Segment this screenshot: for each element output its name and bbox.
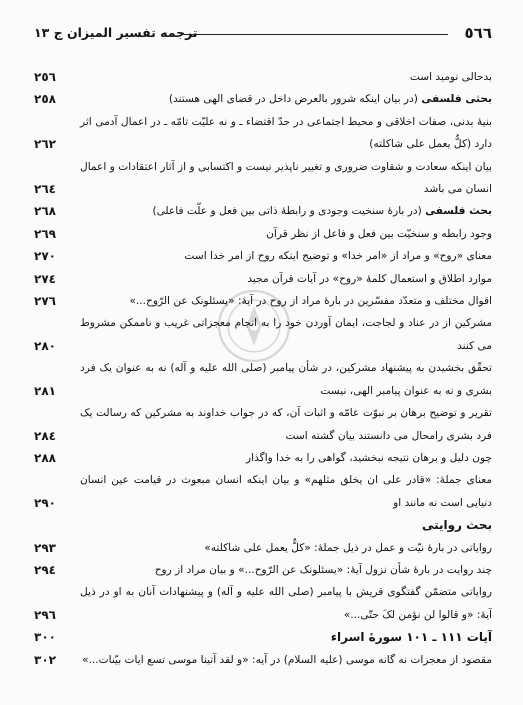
entry-text: اقوال مختلف و متعدّد مفسّرین در بارهٔ مراد از روح در آیهٔ: «یسئلونک عن الرّوح...» (129, 295, 492, 308)
entry-text (34, 200, 492, 222)
entry-text: مقصود از معجزات نه گانه موسی (علیه السلام) در آیه: «و لقد آتینا موسی تسع ایات بیّنات...» (82, 653, 492, 666)
entry-page-number: ٢٩٣ (34, 540, 56, 555)
entry-text: وجود رابطه و سنخیّت بین فعل و فاعل از نظر قرآن (266, 227, 492, 240)
toc-entry (34, 88, 492, 110)
entry-page-number: ٢٦٨ (34, 204, 56, 219)
toc-entry (34, 581, 492, 626)
entry-text: چون دلیل و برهان نتیجه نبخشید، گواهی را به خدا واگذار (246, 451, 492, 464)
entry-page-number: ٢٦٤ (34, 182, 56, 197)
page-header (34, 24, 492, 46)
entry-text: چند روایت در بارهٔ شأن نزول آیهٔ: «یسئلونک عن الرّوح...» و بیان مراد از روح (154, 563, 492, 576)
entry-page-number: ٢٨٠ (34, 338, 56, 353)
entry-page-number: ٢٨٤ (34, 428, 56, 443)
entry-text: آیات ١١١ ـ ١٠١ سورهٔ اسراء (330, 630, 492, 645)
running-title: ترجمه تفسیر المیزان ج ١٣ (34, 25, 198, 40)
toc-entry (34, 66, 492, 88)
entry-text: بدحالی نومید است (409, 71, 492, 83)
entry-page-number: ٢٩٦ (34, 607, 56, 622)
toc-entry (34, 357, 492, 402)
toc-entry (34, 290, 492, 312)
entry-text: روایاتی متضمّن گفتگوی قریش با پیامبر (صلی الله علیه و آله) و پیشنهادات آنان به او در ذیل آیهٔ: «و قالوا لن نؤمن لکَ حتّی...» (80, 586, 492, 621)
toc-entry (34, 559, 492, 581)
entry-lead: بحث فلسفی (425, 205, 492, 218)
entry-text: بحث روایتی (421, 518, 492, 533)
entry-page-number: ٢٥٦ (34, 70, 56, 84)
toc-entry (34, 111, 492, 156)
entry-text: روایاتی در بارهٔ نیّت و عمل در ذیل جملهٔ: «کلٌّ یعمل علی شاکلته» (204, 541, 492, 554)
entry-text: معنای «روح» و مراد از «امر خدا» و توضیح اینکه روح از امر خدا است (184, 250, 492, 263)
entry-lead: بحثی فلسفی (421, 93, 492, 106)
toc-entry (34, 402, 492, 447)
toc-entry (34, 268, 492, 290)
toc-entry (34, 245, 492, 267)
page-number: ٥٦٦ (464, 24, 492, 42)
entry-page-number: ٢٦٢ (34, 137, 56, 152)
entry-text: تقریر و توضیح برهان بر نبوّت عامّه و اثبات آن، که در جواب خداوند به مشرکین که رسالت یک فرد بشری رامحال می دانستند بیان گشته است (80, 407, 492, 442)
entry-text (34, 88, 492, 110)
entry-page-number: ٢٩٠ (34, 495, 56, 510)
section-heading (34, 626, 492, 648)
toc-entry (34, 447, 492, 469)
header-rule (184, 34, 448, 35)
section-heading (34, 514, 492, 536)
toc-entry (34, 200, 492, 222)
entry-page-number: ٢٦٩ (34, 226, 56, 241)
toc-entry (34, 312, 492, 357)
entry-page-number: ٢٩٤ (34, 562, 56, 577)
entry-rest: (در بیان اینکه شرور بالعرض داخل در قضای الهی هستند) (168, 93, 422, 106)
entry-text: موارد اطلاق و استعمال کلمهٔ «روح» در آیات قرآن مجید (247, 272, 492, 285)
entry-rest: (در بارهٔ سنخیت وجودی و رابطهٔ ذاتی بین فعل و علّت فاعلی) (152, 205, 426, 218)
entry-page-number: ٣٠٠ (34, 630, 56, 645)
entry-page-number: ٢٧٦ (34, 294, 56, 309)
toc-entry (34, 156, 492, 201)
entry-text: بیان اینکه سعادت و شقاوت ضروری و تغییر ناپذیر نیست و اکتسابی و از آثار اعتقادات و اعمال انسان می باشد (80, 160, 492, 196)
toc-entry (34, 537, 492, 559)
entry-text: تحقّق بخشیدن به پیشنهاد مشرکین، در شأن پیامبر (صلی الله علیه و آله) نه به عنوان یک فرد بشری و نه به عنوان پیامبر الهی، نیست (80, 362, 492, 397)
entry-page-number: ٢٧٠ (34, 249, 56, 264)
entry-page-number: ٣٠٢ (34, 652, 56, 667)
entry-page-number: ٢٨٨ (34, 450, 56, 465)
entry-page-number: ٢٧٤ (34, 271, 56, 286)
toc-entry (34, 649, 492, 671)
table-of-contents (34, 66, 492, 671)
entry-page-number: ٢٨١ (34, 383, 56, 398)
entry-text: بنیهٔ بدنی، صفات اخلاقی و محیط اجتماعی در حدّ اقتضاء ـ و نه علیّت تامّه ـ در اعمال آدمی اثر دارد (کلٌّ یعمل علی شاکلته) (80, 115, 492, 151)
toc-entry (34, 223, 492, 245)
entry-page-number: ٢٥٨ (34, 92, 56, 107)
entry-text: مشرکین از در عناد و لجاجت، ایمان آوردن خود را به انجام معجزاتی غریب و ناممکن مشروط می کنند (80, 317, 492, 352)
entry-text: معنای جملهٔ: «قادر علی ان یخلق مثلهم» و بیان اینکه انسان مبعوث در قیامت عین انسان دنیایی است نه مانند او (80, 474, 492, 509)
toc-entry (34, 469, 492, 514)
